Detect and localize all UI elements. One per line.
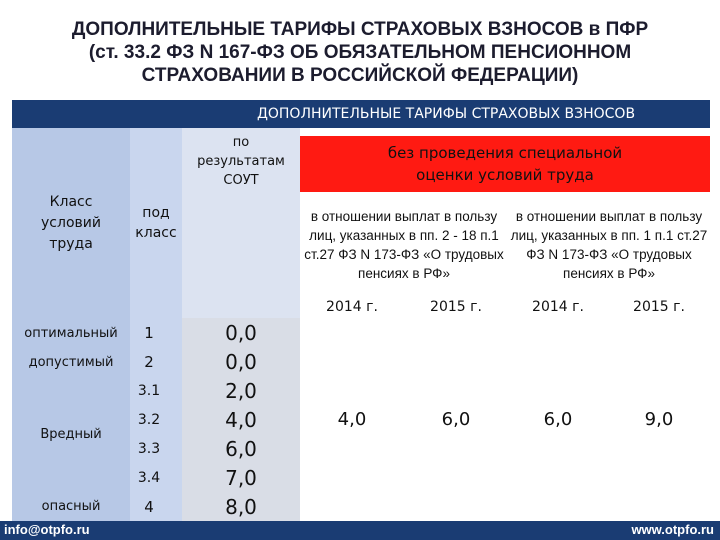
sout-rate-cell: 6,0	[225, 436, 257, 461]
year-2014-group2: 2014 г.	[532, 299, 584, 315]
subclass-gutter	[168, 318, 182, 521]
header-corner-mid	[130, 100, 182, 128]
subclass-cell: 3.1	[130, 376, 168, 405]
no-assessment-rate: 6,0	[441, 409, 471, 430]
class-column-header: Класс условий труда	[12, 128, 130, 318]
class-optimal: оптимальный	[12, 318, 130, 348]
no-assessment-rate: 4,0	[337, 409, 367, 430]
title-line-2: (ст. 33.2 ФЗ N 167-ФЗ ОБ ОБЯЗАТЕЛЬНОМ ПЕНСИОННОМ	[88, 42, 632, 63]
year-2015-group1: 2015 г.	[430, 299, 482, 315]
sout-rate-cell: 0,0	[225, 321, 257, 345]
subclass-column-header: под класс	[130, 128, 182, 318]
sout-rate-cell: 0,0	[225, 350, 257, 374]
year-2015-group2: 2015 г.	[633, 299, 685, 315]
no-assessment-header: без проведения специальной оценки условий труда	[300, 136, 710, 192]
footer-bar	[0, 521, 720, 540]
class-allowed: допустимый	[12, 348, 130, 376]
title-line-3: СТРАХОВАНИИ В РОССИЙСКОЙ ФЕДЕРАЦИИ)	[141, 65, 579, 86]
sout-rate-cell: 8,0	[225, 494, 257, 519]
subclass-cell: 3.2	[130, 405, 168, 434]
sout-column-header: по результатам СОУТ	[182, 128, 300, 194]
footer-site-link[interactable]: www.otpfo.ru	[631, 522, 714, 537]
sout-rate-cell: 4,0	[225, 407, 257, 432]
page-title	[0, 18, 720, 87]
sout-rate-cell: 2,0	[225, 378, 257, 403]
subclass-cell: 3.3	[130, 434, 168, 463]
class-harmful: Вредный	[12, 376, 130, 492]
header-main: ДОПОЛНИТЕЛЬНЫЕ ТАРИФЫ СТРАХОВЫХ ВЗНОСОВ	[182, 100, 710, 128]
no-assessment-rate: 9,0	[644, 409, 674, 430]
header-corner-left	[12, 100, 130, 128]
year-2014-group1: 2014 г.	[326, 299, 378, 315]
class-dangerous: опасный	[12, 492, 130, 521]
title-line-1: ДОПОЛНИТЕЛЬНЫЕ ТАРИФЫ СТРАХОВЫХ ВЗНОСОВ в ПФР	[71, 19, 649, 40]
group-header-2: в отношении выплат в пользу лиц, указанных в пп. 1 п.1 ст.27 ФЗ N 173-ФЗ «О трудовых пенсиях в РФ»	[510, 209, 708, 281]
group-header-1: в отношении выплат в пользу лиц, указанных в пп. 2 - 18 п.1 ст.27 ФЗ N 173-ФЗ «О трудовых пенсиях в РФ»	[304, 209, 504, 281]
sout-rate-cell: 7,0	[225, 465, 257, 490]
subclass-cell: 4	[130, 492, 168, 521]
subclass-cell: 2	[130, 348, 168, 376]
sout-header-empty	[182, 194, 300, 318]
footer-email-link[interactable]: info@otpfo.ru	[4, 522, 90, 537]
subclass-cell: 3.4	[130, 463, 168, 492]
no-assessment-rate: 6,0	[543, 409, 573, 430]
subclass-cell: 1	[130, 318, 168, 348]
